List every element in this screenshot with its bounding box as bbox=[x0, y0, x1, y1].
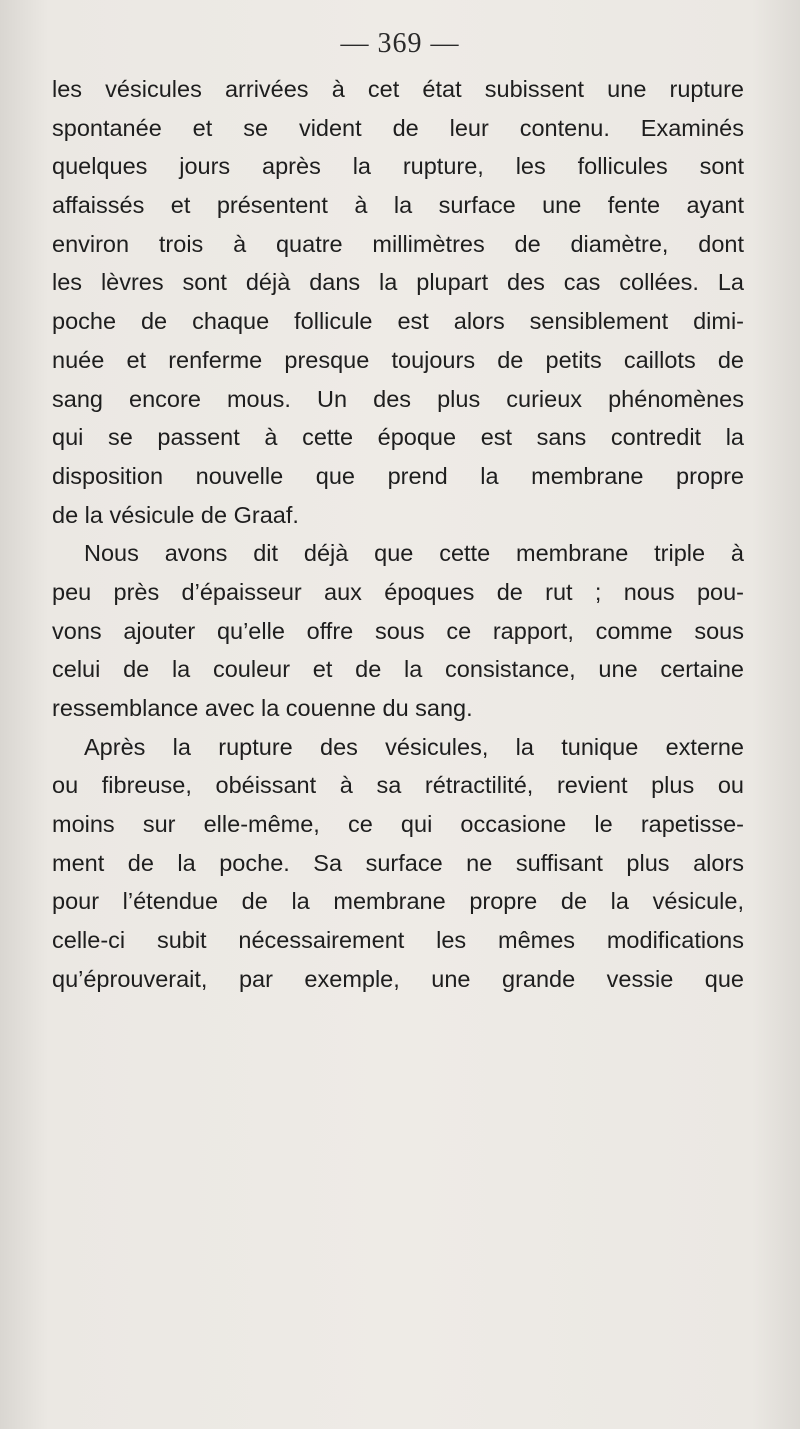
text-line: moins sur elle-même, ce qui occasione le rapetisse- bbox=[52, 811, 744, 838]
text-line: Après la rupture des vésicules, la tunique externe bbox=[84, 733, 744, 760]
text-line: peu près d’épaisseur aux époques de rut ; nous pou- bbox=[52, 578, 744, 605]
text-line: les lèvres sont déjà dans la plupart des cas collées. La bbox=[52, 269, 744, 296]
text-line: nuée et renferme presque toujours de petits caillots de bbox=[52, 346, 744, 373]
text-line: disposition nouvelle que prend la membrane propre bbox=[52, 462, 744, 489]
text-line: spontanée et se vident de leur contenu. Examinés bbox=[52, 114, 744, 141]
text-line: de la vésicule de Graaf. bbox=[52, 501, 299, 528]
paragraph-2 bbox=[52, 534, 744, 727]
body-text bbox=[52, 70, 744, 999]
text-line: celle-ci subit nécessairement les mêmes modifications bbox=[52, 927, 744, 954]
text-line: affaissés et présentent à la surface une fente ayant bbox=[52, 192, 744, 219]
paragraph-3 bbox=[52, 728, 744, 999]
text-line: sang encore mous. Un des plus curieux phénomènes bbox=[52, 385, 744, 412]
text-line: celui de la couleur et de la consistance, une certaine bbox=[52, 656, 744, 683]
page-number: — 369 — bbox=[340, 28, 460, 59]
text-line: ment de la poche. Sa surface ne suffisant plus alors bbox=[52, 849, 744, 876]
text-line: environ trois à quatre millimètres de diamètre, dont bbox=[52, 230, 744, 257]
text-line: vons ajouter qu’elle offre sous ce rapport, comme sous bbox=[52, 617, 744, 644]
text-line: ressemblance avec la couenne du sang. bbox=[52, 695, 473, 721]
text-line: les vésicules arrivées à cet état subissent une rupture bbox=[52, 76, 744, 102]
text-line: pour l’étendue de la membrane propre de la vésicule, bbox=[52, 888, 744, 915]
text-line: qu’éprouverait, par exemple, une grande vessie que bbox=[52, 965, 744, 992]
text-line: Nous avons dit déjà que cette membrane triple à bbox=[84, 540, 744, 567]
text-line: poche de chaque follicule est alors sensiblement dimi- bbox=[52, 308, 744, 335]
text-line: ou fibreuse, obéissant à sa rétractilité, revient plus ou bbox=[52, 772, 744, 799]
text-line: qui se passent à cette époque est sans contredit la bbox=[52, 424, 744, 451]
paragraph-1 bbox=[52, 70, 744, 534]
text-line: quelques jours après la rupture, les follicules sont bbox=[52, 153, 744, 180]
